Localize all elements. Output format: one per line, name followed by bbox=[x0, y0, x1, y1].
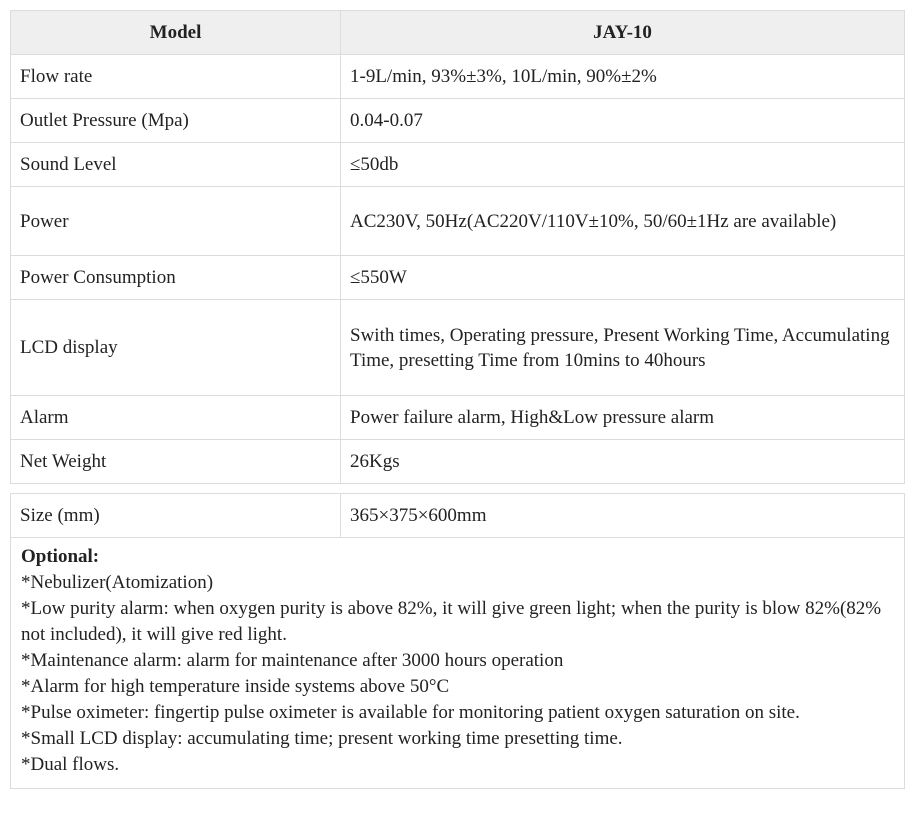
row-value: AC230V, 50Hz(AC220V/110V±10%, 50/60±1Hz are available) bbox=[341, 187, 905, 256]
optional-item: *Nebulizer(Atomization) bbox=[21, 572, 214, 593]
optional-cell bbox=[11, 538, 905, 789]
table-row bbox=[11, 440, 905, 484]
table-row bbox=[11, 55, 905, 99]
table-row bbox=[11, 143, 905, 187]
table-row bbox=[11, 396, 905, 440]
row-value: ≤50db bbox=[341, 143, 905, 187]
row-label: Power Consumption bbox=[11, 256, 341, 300]
header-model-value: JAY-10 bbox=[341, 11, 905, 55]
optional-item: *Dual flows. bbox=[21, 754, 120, 775]
table-row bbox=[11, 99, 905, 143]
row-value: Power failure alarm, High&Low pressure alarm bbox=[341, 396, 905, 440]
optional-item: *Small LCD display: accumulating time; present working time presetting time. bbox=[21, 728, 623, 749]
row-label: Sound Level bbox=[11, 143, 341, 187]
table-row bbox=[11, 300, 905, 396]
row-value: Swith times, Operating pressure, Present Working Time, Accumulating Time, presetting Time from 10mins to 40hours bbox=[341, 300, 905, 396]
optional-row bbox=[11, 538, 905, 789]
table-row bbox=[11, 187, 905, 256]
row-label: Alarm bbox=[11, 396, 341, 440]
row-value: 1-9L/min, 93%±3%, 10L/min, 90%±2% bbox=[341, 55, 905, 99]
row-label: LCD display bbox=[11, 300, 341, 396]
size-row bbox=[11, 494, 905, 538]
row-value: 0.04-0.07 bbox=[341, 99, 905, 143]
header-model: Model bbox=[11, 11, 341, 55]
optional-item: *Pulse oximeter: fingertip pulse oximeter is available for monitoring patient oxygen saturation on site. bbox=[21, 702, 800, 723]
optional-title: Optional: bbox=[21, 546, 100, 567]
row-label: Net Weight bbox=[11, 440, 341, 484]
optional-item: *Alarm for high temperature inside systems above 50°C bbox=[21, 676, 450, 697]
optional-item: *Low purity alarm: when oxygen purity is above 82%, it will give green light; when the purity is blow 82%(82% not included), it will give red light. bbox=[21, 598, 882, 645]
spec-table bbox=[10, 10, 905, 484]
size-value: 365×375×600mm bbox=[341, 494, 905, 538]
row-value: ≤550W bbox=[341, 256, 905, 300]
row-value: 26Kgs bbox=[341, 440, 905, 484]
row-label: Outlet Pressure (Mpa) bbox=[11, 99, 341, 143]
row-label: Flow rate bbox=[11, 55, 341, 99]
table-row bbox=[11, 256, 905, 300]
optional-item: *Maintenance alarm: alarm for maintenance after 3000 hours operation bbox=[21, 650, 564, 671]
row-label: Power bbox=[11, 187, 341, 256]
table-header-row bbox=[11, 11, 905, 55]
extra-table bbox=[10, 493, 905, 789]
size-label: Size (mm) bbox=[11, 494, 341, 538]
